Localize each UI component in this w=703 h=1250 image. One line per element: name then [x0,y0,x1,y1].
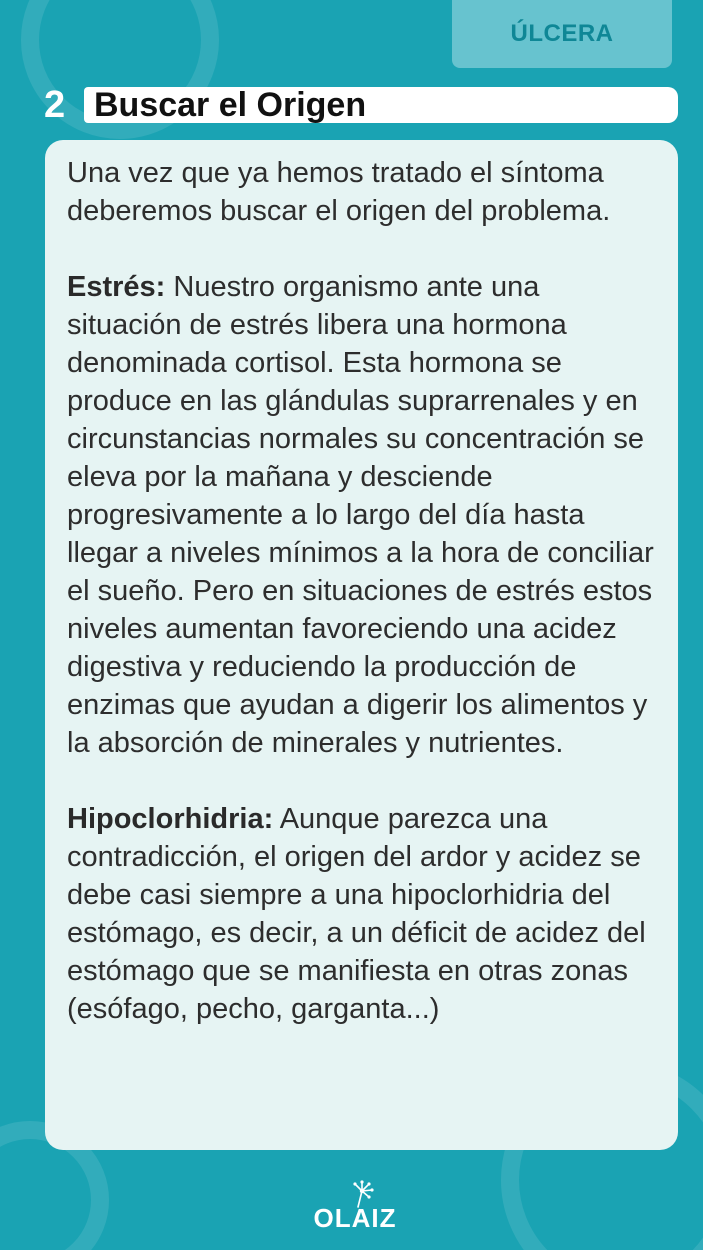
intro-paragraph: Una vez que ya hemos tratado el síntoma deberemos buscar el origen del problema. [67,157,611,227]
section-title: Buscar el Origen [94,86,367,124]
hipoclorhidria-text: Aunque parezca una contradicción, el origen del ardor y acidez se debe casi siempre a una hipoclorhidria del estómago, es decir, a un déficit de acidez del estómago que se manifiesta en otras zonas (esófago, pecho, garganta...) [67,803,646,1025]
estres-paragraph [67,268,660,762]
estres-term: Estrés: [67,271,166,303]
section-heading [44,86,678,124]
category-tab[interactable] [452,0,672,68]
brand-logo [300,1175,410,1235]
hipoclorhidria-paragraph [67,800,660,1028]
hipoclorhidria-term: Hipoclorhidria: [67,803,274,835]
category-tab-label: ÚLCERA [510,20,614,47]
logo-text: OLAIZ [313,1203,397,1233]
content-card [45,140,678,1150]
section-number: 2 [44,84,66,126]
estres-text: Nuestro organismo ante una situación de estrés libera una hormona denominada cortisol. Esta hormona se produce en las glándulas suprarrenales y en circunstancias normales su concentración se eleva por la mañana y desciende progresivamente a lo largo del día hasta llegar a niveles mínimos a la hora de conciliar el sueño. Pero en situaciones de estrés estos niveles aumentan favoreciendo una acidez digestiva y reduciendo la producción de enzimas que ayudan a digerir los alimentos y la absorción de minerales y nutrientes. [67,271,654,759]
section-title-bar [84,87,678,123]
